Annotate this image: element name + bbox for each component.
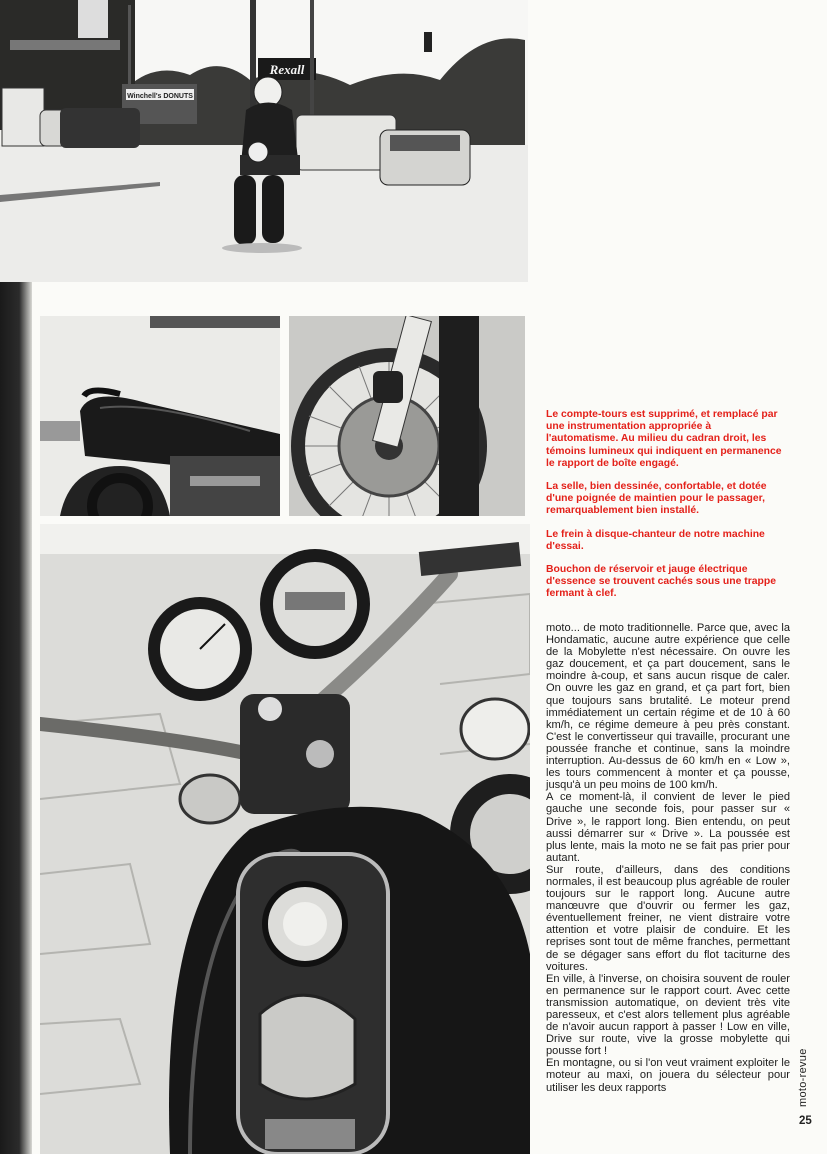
- photo-dashboard-tank: [40, 524, 530, 1154]
- photo-street-rider: [0, 0, 528, 282]
- article-paragraph: En ville, à l'inverse, on choisira souvent de rouler en permanence sur le rapport court. Avec cette transmission automatique, on devient très vite paresseux, et c'est alors tellement plus agréable de n'avoir aucun rapport à passer ! Low en ville, Drive sur route, vive la grosse mobylette qui pousse fort !: [546, 972, 790, 1058]
- page-number: 25: [799, 1115, 812, 1127]
- photo-seat: [40, 316, 280, 516]
- photo-captions: [546, 409, 784, 612]
- article-body: [546, 622, 790, 1094]
- caption-instruments: Le compte-tours est supprimé, et remplacé par une instrumentation appropriée à l'automatisme. Au milieu du cadran droit, les témoins lumineux qui indiquent en permanence le rapport de boîte engagé.: [546, 409, 782, 469]
- article-paragraph: moto... de moto traditionnelle. Parce que, avec la Hondamatic, aucune autre expérience que celle de la Mobylette n'est nécessaire. On ouvre les gaz doucement, et ça part doucement, sans le moindre à-coup, et sans aucun risque de caler. On ouvre les gaz en grand, et ça part fort, bien que toujours sans brutalité. Le moteur prend immédiatement un certain régime et de 10 à 60 km/h, ce régime demeure à peu près constant. C'est le convertisseur qui travaille, procurant une poussée franche et continue, sans la moindre interruption. Au-dessus de 60 km/h en « Low », les tours commencent à monter et ça pousse, jusqu'à un peu moins de 100 km/h.: [546, 622, 790, 792]
- article-paragraph: Sur route, d'ailleurs, dans des conditions normales, il est beaucoup plus agréable de rouler toujours sur le rapport long. Aucune autre manœuvre que d'ouvrir ou fermer les gaz, éventuellement freiner, ne vient distraire votre attention et votre plaisir de conduire. Et les reprises sont tout de même franches, permettant de se dégager sans effort du flot taciturne des voitures.: [546, 863, 790, 973]
- article-paragraph: En montagne, ou si l'on veut vraiment exploiter le moteur au maxi, on jouera du sélecteur pour utiliser les deux rapports: [546, 1057, 790, 1094]
- caption-fuel-cap: Bouchon de réservoir et jauge électrique d'essence se trouvent cachés sous une trappe fermant à clef.: [546, 564, 776, 600]
- sign-donuts: Winchell's DONUTS: [127, 93, 193, 100]
- caption-brake: Le frein à disque-chanteur de notre machine d'essai.: [546, 528, 765, 552]
- sign-rexall: Rexall: [269, 62, 305, 77]
- caption-seat: La selle, bien dessinée, confortable, et dotée d'une poignée de maintien pour le passager, remarquablement bien installé.: [546, 481, 767, 517]
- article-paragraph: A ce moment-là, il convient de lever le pied gauche une seconde fois, pour passer sur « Drive », le rapport long. Bien entendu, on peut aussi démarrer sur « Drive ». La poussée est plus lente, mais la moto ne se fait pas prier pour autant.: [546, 791, 790, 864]
- magazine-name: moto-revue: [797, 1048, 809, 1107]
- photo-disc-brake: [289, 316, 525, 516]
